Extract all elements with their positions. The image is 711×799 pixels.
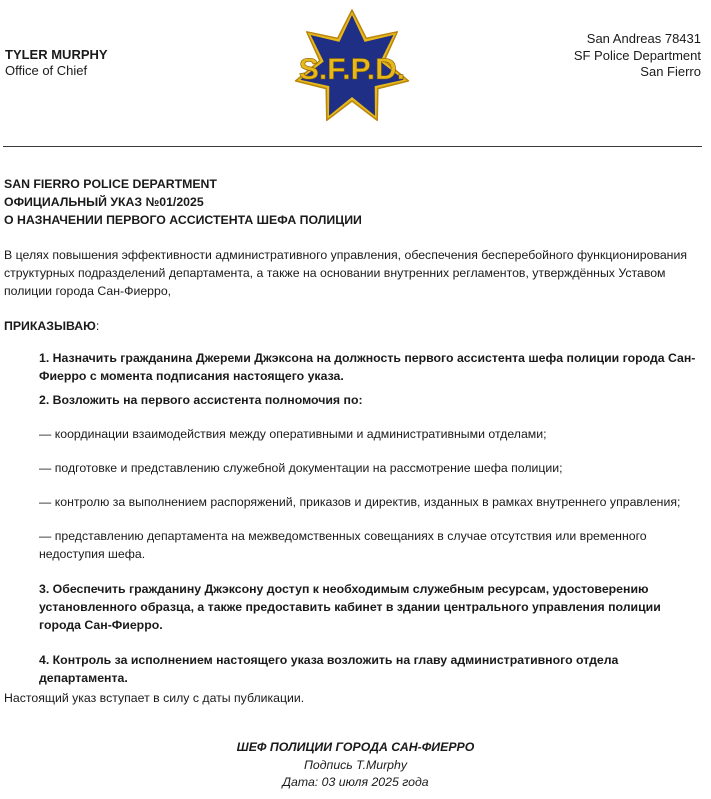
signature-block: [0, 739, 711, 792]
signature-signed: Подпись T.Murphy: [304, 757, 407, 772]
sender-name: TYLER MURPHY: [5, 47, 108, 62]
order-colon: :: [95, 319, 100, 333]
badge-star-icon: [290, 8, 414, 128]
subitem-coordination: — координации взаимодействия между оперативными и административными отделами;: [39, 427, 547, 441]
document-body: [4, 175, 704, 707]
subitem-control: — контролю за выполнением распоряжений, приказов и директив, изданных в рамках внутреннего управления;: [39, 495, 681, 509]
address-line: SF Police Department: [573, 47, 701, 63]
order-item-3: 3. Обеспечить гражданину Джэксону доступ к необходимым служебным ресурсам, удостоверению установленного образца, а также предоставить кабинет в здании центрального управления полиции города Сан-Фиерро.: [39, 582, 661, 632]
order-item-4: 4. Контроль за исполнением настоящего указа возложить на главу административного отдела департамента.: [39, 653, 619, 685]
preamble-paragraph: В целях повышения эффективности административного управления, обеспечения бесперебойного функционирования структурных подразделений департамента, а также на основании внутренних регламентов, утверждённых Уставом полиции города Сан-Фиерро,: [4, 248, 687, 298]
address-line: San Fierro: [640, 64, 701, 79]
order-statement: [4, 317, 704, 335]
signature-title: ШЕФ ПОЛИЦИИ ГОРОДА САН-ФИЕРРО: [236, 740, 475, 754]
subitem-documentation: — подготовке и представлению служебной документации на рассмотрение шефа полиции;: [39, 461, 563, 475]
order-word: ПРИКАЗЫВАЮ: [4, 319, 96, 333]
sfpd-badge-logo: [290, 8, 414, 128]
doc-heading-subject: О НАЗНАЧЕНИИ ПЕРВОГО АССИСТЕНТА ШЕФА ПОЛИЦИИ: [4, 213, 362, 227]
address-line: San Andreas 78431: [586, 31, 701, 46]
badge-text: S.F.P.D.: [298, 53, 406, 86]
doc-heading-department: SAN FIERRO POLICE DEPARTMENT: [4, 177, 217, 191]
address-block: [574, 31, 701, 81]
sender-block: [5, 47, 108, 79]
order-item-2: 2. Возложить на первого ассистента полномочия по:: [39, 393, 363, 407]
doc-heading-number: ОФИЦИАЛЬНЫЙ УКАЗ №01/2025: [4, 195, 204, 209]
subitem-representation: — представлению департамента на межведомственных совещаниях в случае отсутствия или временного недоступия шефа.: [39, 529, 647, 561]
signature-date: Дата: 03 июля 2025 года: [282, 775, 429, 789]
order-item-1: 1. Назначить гражданина Джереми Джэксона на должность первого ассистента шефа полиции города Сан-Фиерро с момента подписания настоящего указа.: [39, 351, 696, 383]
closing-statement: Настоящий указ вступает в силу с даты публикации.: [4, 691, 305, 705]
header-divider: [3, 146, 702, 147]
sender-office: Office of Chief: [5, 63, 88, 78]
